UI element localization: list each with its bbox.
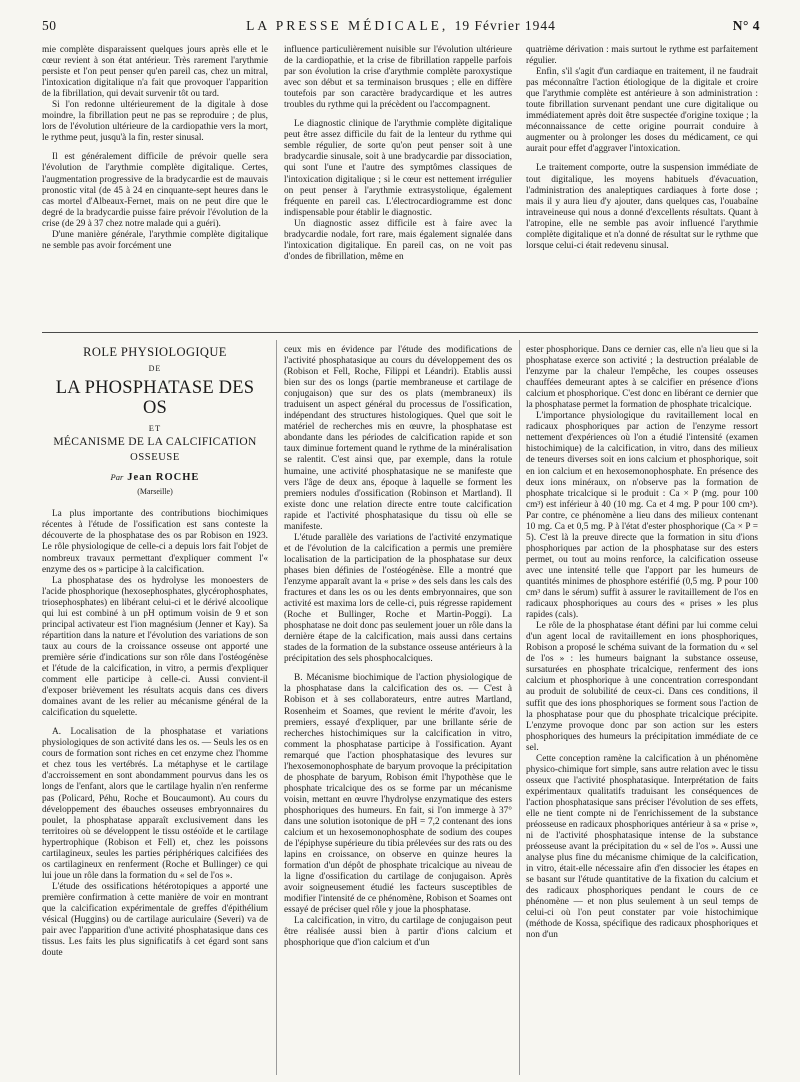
title-line-3: OSSEUSE — [130, 452, 180, 464]
issue-number: N° 4 — [732, 18, 760, 33]
paragraph: Le diagnostic clinique de l'arythmie complète digitalique peut être assez difficile du fait de la lenteur du rythme qui semble régulier, de sorte qu'on peut penser soit à une bradycardie sinusale, soit à une bradycardie par dissociation, qui sont l'une et l'autre des symptômes classiques de l'intoxication digitalique ; si le cœur est nettement irrégulier on peut penser à l'arythmie extrasystolique, également fréquente en pareil cas. L'électrocardiogramme est donc indispensable pour établir le diagnostic. — [284, 119, 512, 218]
paragraph: La calcification, in vitro, du cartilage de conjugaison peut être réalisée aussi bien à partir d'ions calcium et phosphorique que d'ion calcium et d'un — [284, 916, 512, 949]
title-line-2: MÉCANISME DE LA CALCIFICATION — [53, 436, 257, 449]
paragraph: ester phosphorique. Dans ce dernier cas, elle n'a lieu que si la phosphatase exerce son activité ; la destruction préalable de l'enzyme par la chaleur l'empêche, les coupes osseuses chauffées demeurant aptes à se calcifier en présence d'ions calcium et phosphorique. C'est donc en libérant ce dernier que la phosphatase permet la formation de phosphate tricalcique. — [526, 345, 758, 411]
paragraph: L'étude parallèle des variations de l'activité enzymatique et de l'évolution de la calcification a permis une première localisation de la participation de la phosphatase sur deux phases bien définies de l'ostéogénèse. Elle a montré que l'enzyme apparaît avant la « prise » des sels dans les cals des fractures et dans les os ou les dents embryonnaires, que son activité est maxima lors de celle-ci, puis régresse rapidement (Roche et Bullinger, Roche et Martin-Poggi). La phosphatase ne doit donc pas seulement jouer un rôle dans la dernière étape de la calcification, mais aussi dans certains stades de la formation de la substance osseuse antérieurs à la précipitation des sels phosphocalciques. — [284, 532, 512, 665]
title-et: ET — [148, 423, 162, 434]
paragraph: ceux mis en évidence par l'étude des modifications de l'activité phosphatasique au cours du développement des os (Robison et Fell, Roche, Filippi et Léandri). Etablis aussi bien sur des os longs (partie membraneuse et cartilage de conjugaison) que sur des os plats (membraneux) ils traduisent un aspect général du processus de l'ossification, indépendant des structures histologiques. Quel que soit le matériel de recherches mis en œuvre, la phosphatase est abondante dans les périodes de calcification rapide et son taux diminue fortement quand le rythme de la minéralisation se ralentit. C'est ainsi que, par exemple, dans la rotule humaine, une activité phosphatasique ne se manifeste que vers l'âge de deux ans, époque à laquelle se forment les premiers nodules d'ossification (Robinson et Martland). Il existe donc une relation directe entre toute calcification rapide et l'activité phosphatasique du tissu où elle se manifeste. — [284, 345, 512, 532]
paragraph: Le traitement comporte, outre la suspension immédiate de tout digitalique, les moyens habituels d'évacuation, l'administration des analeptiques cardiaques à forte dose ; mais il y aura lieu d'y ajouter, dans quelques cas, l'ouabaïne intraveineuse qui nous a donné d'excellents résultats. Quant à l'atropine, elle ne semble pas avoir influencé l'arythmie complète digitalique et n'a donné de résultat sur le rythme que lorsque celui-ci était redevenu sinusal. — [526, 163, 758, 251]
title-de: DE — [148, 364, 162, 374]
running-header — [42, 14, 760, 36]
section-b-paragraph: B. Mécanisme biochimique de l'action physiologique de la phosphatase dans la calcification des os. — C'est à Robison et à ses collaborateurs, entre autres Martland, Rosenheim et Soames, que revient le mérite d'avoir, les premiers, essayé d'expliquer, par une brillante série de recherches histochimiques sur la calcification in vitro, comment la phosphatase participe à l'ossification. Ayant remarqué que l'action phosphatasique des levures sur l'hexosemonophosphate de baryum provoque la précipitation de phosphate de baryum, Robison émit l'hypothèse que le phosphate tricalcique des os se forme par un mécanisme voisin, mettant en œuvre l'hydrolyse enzymatique des esters phosphoriques des humeurs. En fait, si l'on immerge à 37° dans une solution isotonique de pH = 7,2 contenant des ions calcium et un hexosemonophosphate de sodium des coupes de l'épiphyse supérieure du tibia prélevées sur des rats ou des lapins en croissance, on observe en quinze heures la formation d'un dépôt de phosphate tricalcique au niveau de la ligne d'ossification du cartilage de conjugaison. Après avoir soigneusement étudié les facteurs susceptibles de modifier l'intensité de ce phénomène, Robison et Soames ont essayé de préciser quel rôle y joue la phosphatase. — [284, 673, 512, 916]
paragraph: mie complète disparaissent quelques jours après elle et le cœur revient à son état antérieur. Très rarement l'arythmie persiste et l'on peut penser qu'en pareil cas, chez un mitral, l'intoxication digitalique n'a fait que provoquer l'apparition de la fibrillation, qui devait survenir tôt ou tard. — [42, 45, 268, 100]
author-affiliation: (Marseille) — [137, 487, 173, 497]
paragraph: Il est généralement difficile de prévoir quelle sera l'évolution de l'arythmie complète digitalique. Certes, l'augmentation progressive de la bradycardie est de mauvais pronostic vital (de 45 à 24 en cinquante-sept heures dans le cas mortel d'Albeaux-Fernet, mais on ne peut dire que le degré de la bradycardie puisse faire prévoir l'évolution de la crise (de 29 à 37 chez notre malade qui a guéri). — [42, 152, 268, 229]
article-main-title: LA PHOSPHATASE DES OS — [55, 378, 255, 419]
top-article-column-3 — [526, 45, 758, 325]
paragraph: Un diagnostic assez difficile est à faire avec la bradycardie nodale, fort rare, mais également signalée dans l'intoxication digitalique. En pareil cas, on ne voit pas d'ondes de fibrillation, même en — [284, 218, 512, 262]
paragraph: Cette conception ramène la calcification à un phénomène physico-chimique fort simple, sans autre relation avec le tissu osseux que l'activité phosphatasique. Interprétation de faits expérimentaux qualitatifs traduisant les conséquences de l'action phosphatasique sans préciser l'évolution de ses effets, elle ne tient compte ni de l'enrichissement de la substance préosseuse en radicaux phosphoriques antérieur à sa « prise », ni de l'activité phosphatasique intense de la substance préosseuse avant la précipitation du « sel de l'os ». Aussi une analyse plus fine du mécanisme chimique de la calcification, in vitro, était-elle nécessaire afin d'en dissocier les étapes en se basant sur l'étude quantitative de la fixation du calcium et des radicaux phosphoriques pendant le cours de ce phénomène — et non plus seulement à un seul temps de celui-ci où l'on peut constater par voie histochimique (méthode de Kossa, spécifique des radicaux phosphoriques et non d'un — [526, 753, 758, 941]
journal-name: LA PRESSE MÉDICALE, — [246, 18, 449, 33]
paragraph: quatrième dérivation : mais surtout le rythme est parfaitement régulier. — [526, 45, 758, 67]
author-line — [42, 472, 268, 483]
column-rule — [519, 340, 520, 1075]
paragraph: influence particulièrement nuisible sur l'évolution ultérieure de la cardiopathie, et la crise de fibrillation rappelle parfois par son évolution la crise d'arythmie complète paroxystique avec son début et sa terminaison brusques ; elle en diffère toutefois par son caractère bradycardique et les autres troubles du rythme qui la précèdent ou l'accompagnent. — [284, 45, 512, 111]
top-article-column-1 — [42, 45, 268, 325]
article-title-block — [42, 347, 268, 497]
paragraph: Le rôle de la phosphatase étant défini par lui comme celui d'un agent local de ravitaillement en ions phosphoriques, Robison a proposé le schéma suivant de la formation du « sel de l'os » : les humeurs baignant la substance osseuse, sursaturées en phosphate tricalcique, renferment des ions calcium et phosphorique à une concentration correspondant au produit de solubilité de ceux-ci. Dans ces conditions, il suffit que des ions phosphoriques se forment sous l'action de la phosphatase pour que du phosphate tricalcique précipite. L'enzyme provoque donc par son action sur les esters phosphoriques des humeurs la précipitation immédiate de ce sel. — [526, 621, 758, 753]
paragraph: L'étude des ossifications hétérotopiques a apporté une première confirmation à cette manière de voir en montrant que la calcification expérimentale de greffes d'épithélium vésical (Huggins) ou de cartilage auriculaire (Severi) va de pair avec l'apparition d'une activité phosphatasique dans ces tissus. Les faits les plus significatifs à cet égard sont sans doute — [42, 881, 268, 959]
paragraph: Si l'on redonne ultérieurement de la digitale à dose moindre, la fibrillation peut ne pas se reproduire ; de plus, lors de l'évolution ultérieure de la cardiopathie vers la mort, le rythme peut, jusqu'à la fin, rester sinusal. — [42, 100, 268, 144]
paragraph: D'une manière générale, l'arythmie complète digitalique ne semble pas avoir forcément une — [42, 229, 268, 251]
top-article-column-2 — [284, 45, 512, 325]
title-line-1: ROLE PHYSIOLOGIQUE — [83, 345, 227, 359]
author-prefix: Par — [110, 472, 124, 483]
section-a-paragraph: A. Localisation de la phosphatase et variations physiologiques de son activité dans les os. — Seuls les os en cours de formation sont riches en cet enzyme chez l'homme et chez tous les vertébrés. La métaphyse et le cartilage d'accroissement en sont abondamment pourvus dans les os longs de l'enfant, alors que le cartilage hyalin n'en renferme pas (Policard, Péhu, Roche et Boucaumont). Au cours du développement des ébauches osseuses embryonnaires du poulet, la phosphatase apparaît exclusivement dans les territoires où se développent le tissu ostéoïde et le cartilage hypertrophique (Robison et Fell) et, chez les poissons cartilagineux, seules les parties périphériques calcifiées des os cartilagineux en renferment (Roche et Bullinger) ce qui lui joue un rôle dans la formation du « sel de l'os ». — [42, 727, 268, 881]
journal-title — [42, 18, 760, 34]
article-column-2 — [284, 345, 512, 1075]
article-separator-rule — [42, 332, 758, 333]
paragraph: La plus importante des contributions biochimiques récentes à l'étude de l'ossification est sans conteste la découverte de la phosphatase des os par Robison en 1923. Le rôle physiologique de celle-ci a depuis lors fait l'objet de nombreux travaux permettant d'expliquer comment l'« enzyme des os » participe à la calcification. — [42, 509, 268, 575]
paragraph: Enfin, s'il s'agit d'un cardiaque en traitement, il ne faudrait pas méconnaître l'action étiologique de la digitale et croire que l'arythmie complète est antérieure à son administration : toute fibrillation survenant pendant une cure digitalique ou immédiatement après doit être suspectée d'origine toxique ; la méconnaissance de cette origine pourrait conduire à augmenter ou à prolonger les doses du médicament, ce qui aurait pour effet d'aggraver l'intoxication. — [526, 67, 758, 155]
paragraph: L'importance physiologique du ravitaillement local en radicaux phosphoriques par action de l'enzyme ressort nettement d'expériences où l'on a étudié l'intensité (examen histochimique) de la calcification, in vitro, dans des milieux de teneurs diverses soit en ions calcium et phosphorique, soit en ion calcium et en hexosemonophosphate. En présence des deux ions minéraux, on n'observe pas la formation de phosphate tricalcique si le produit : Ca × P (mg. pour 100 cm³) est inférieur à 40 (10 mg. Ca et 4 mg. P pour 100 cm³). Par contre, ce phénomène a lieu dans des milieux contenant 10 mg. Ca et 0,5 mg. P à l'état d'ester phosphorique (Ca × P = 5). C'est là la preuve directe que la formation in situ d'ions phosphoriques par action de la phosphatase sur des esters permet, ou tout au moins renforce, la calcification osseuse avec une intensité telle que l'apport par les humeurs de quantités minimes de phosphore estérifié (0,5 mg. P pour 100 cm³ dans le sérum) suffit à assurer le ravitaillement de l'os en radicaux phosphoriques au cours des « prises » les plus rapides (cals). — [526, 411, 758, 621]
paragraph: La phosphatase des os hydrolyse les monoesters de l'acide phosphorique (hexosephosphates, glycérophosphates, triosephosphates) en libérant celui-ci et le dérivé alcoolique qui lui est combiné à un pH optimum voisin de 9 et son principal activateur est l'ion magnésium (Jenner et Kay). Sa répartition dans la nature et l'évolution des variations de son taux au cours de la croissance osseuse ont apporté une première série d'indications sur son rôle dans l'ostéogénèse et l'étude de la calcification, in vitro, a permis d'expliquer comment elle participe à celle-ci. Aussi convient-il d'exposer brièvement les résultats acquis dans ces divers domaines avant de les relier au mécanisme général de la calcification du squelette. — [42, 575, 268, 719]
article-column-1 — [42, 345, 268, 1075]
author-name: Jean ROCHE — [127, 472, 200, 484]
article-column-3 — [526, 345, 758, 1075]
page-number: 50 — [42, 18, 57, 33]
issue-date: 19 Février 1944 — [454, 18, 556, 33]
column-rule — [276, 340, 277, 1075]
